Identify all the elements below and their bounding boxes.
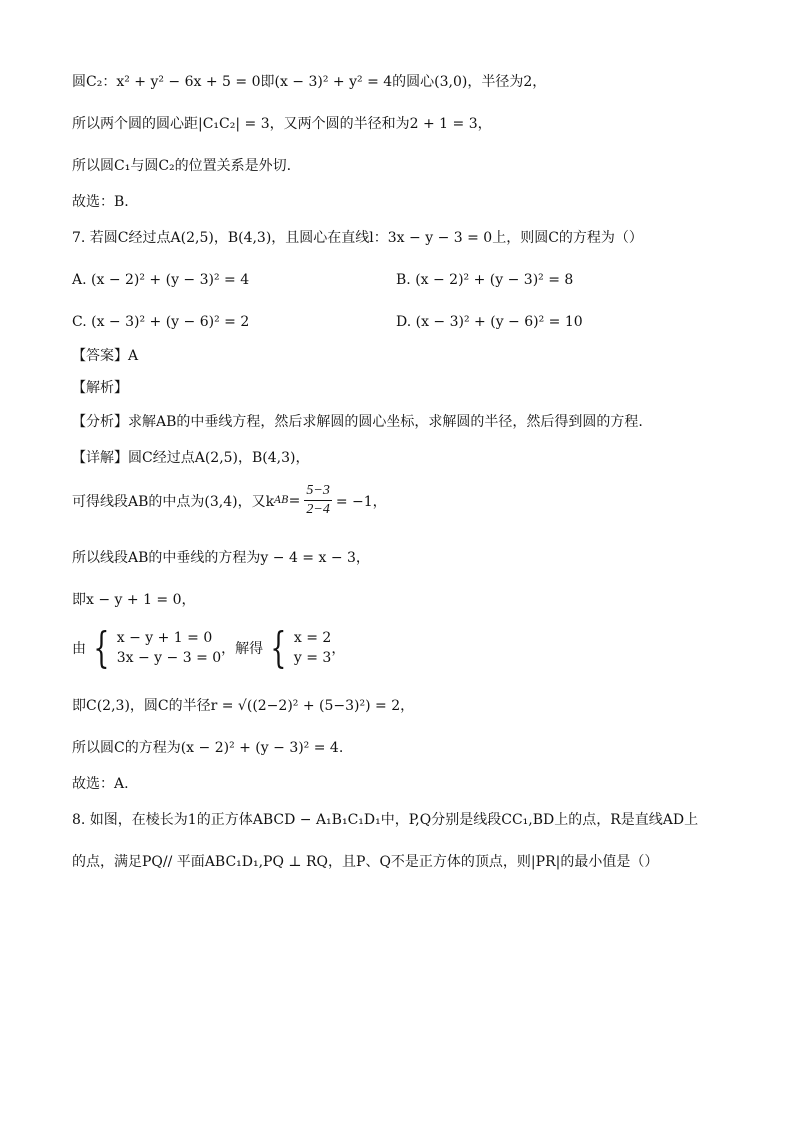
center-radius-line: 即C(2,3)，圆C的半径r = √((2−2)² + (5−3)²) = 2， [72, 698, 415, 714]
left-brace-icon: { [93, 623, 110, 672]
system-eq1: x − y + 1 = 0 [116, 630, 213, 646]
solution-x: x = 2 [293, 630, 332, 646]
midpoint-slope-line [72, 482, 387, 519]
option-c: C. (x − 3)² + (y − 6)² = 2 [72, 314, 250, 330]
perpendicular-bisector-line: 所以线段AB的中垂线的方程为y − 4 = x − 3， [72, 550, 370, 566]
midpoint-text: 可得线段AB的中点为(3,4)，又k [72, 493, 275, 510]
fraction-numerator: 5−3 [304, 482, 331, 501]
option-d: D. (x − 3)² + (y − 6)² = 10 [396, 314, 583, 330]
system-eq2: 3x − y − 3 = 0 [116, 650, 222, 666]
fenxi-line: 【分析】求解AB的中垂线方程，然后求解圆的圆心坐标，求解圆的半径，然后得到圆的方程. [72, 414, 643, 430]
system-comma: ， [331, 641, 346, 657]
option-b: B. (x − 2)² + (y − 3)² = 8 [396, 272, 574, 288]
center-distance-line: 所以两个圆的圆心距|C₁C₂| = 3，又两个圆的半径和为2 + 1 = 3， [72, 116, 492, 132]
solution-y: y = 3 [293, 650, 332, 666]
simplified-line-eq: 即x − y + 1 = 0， [72, 592, 196, 608]
left-brace-icon: { [270, 623, 287, 672]
xiangjie-line: 【详解】圆C经过点A(2,5)，B(4,3)， [72, 450, 310, 466]
system-equations [117, 628, 221, 668]
system-jiede: ，解得 [221, 641, 264, 657]
fraction-denominator: 2−4 [306, 502, 330, 517]
system-you: 由 [72, 641, 86, 657]
question-8-line1: 8. 如图，在棱长为1的正方体ABCD − A₁B₁C₁D₁中，P,Q分别是线段CC₁,BD上的点，R是直线AD上 [72, 812, 699, 828]
circle-equation-line: 所以圆C的方程为(x − 2)² + (y − 3)² = 4. [72, 740, 344, 756]
choose-a-line: 故选：A. [72, 776, 129, 792]
analysis-label: 【解析】 [72, 380, 128, 396]
system-solutions [294, 628, 331, 668]
tangent-conclusion-line: 所以圆C₁与圆C₂的位置关系是外切. [72, 158, 292, 174]
choose-b-line: 故选：B. [72, 194, 129, 210]
question-7: 7. 若圆C经过点A(2,5)，B(4,3)，且圆心在直线l：3x − y − 3 = 0上，则圆C的方程为（） [72, 230, 643, 246]
equation-system [72, 623, 346, 672]
option-a: A. (x − 2)² + (y − 3)² = 4 [72, 272, 250, 288]
slope-fraction [304, 482, 331, 519]
answer-label: 【答案】A [72, 348, 139, 364]
slope-result: = −1， [335, 493, 387, 510]
slope-equals: = [288, 492, 301, 509]
slope-subscript: AB [274, 495, 289, 506]
circle-c2-line: 圆C₂：x² + y² − 6x + 5 = 0即(x − 3)² + y² = 4的圆心(3,0)，半径为2， [72, 74, 547, 90]
question-8-line2: 的点，满足PQ// 平面ABC₁D₁,PQ ⊥ RQ，且P、Q不是正方体的顶点，则|PR|的最小值是（） [72, 854, 659, 870]
